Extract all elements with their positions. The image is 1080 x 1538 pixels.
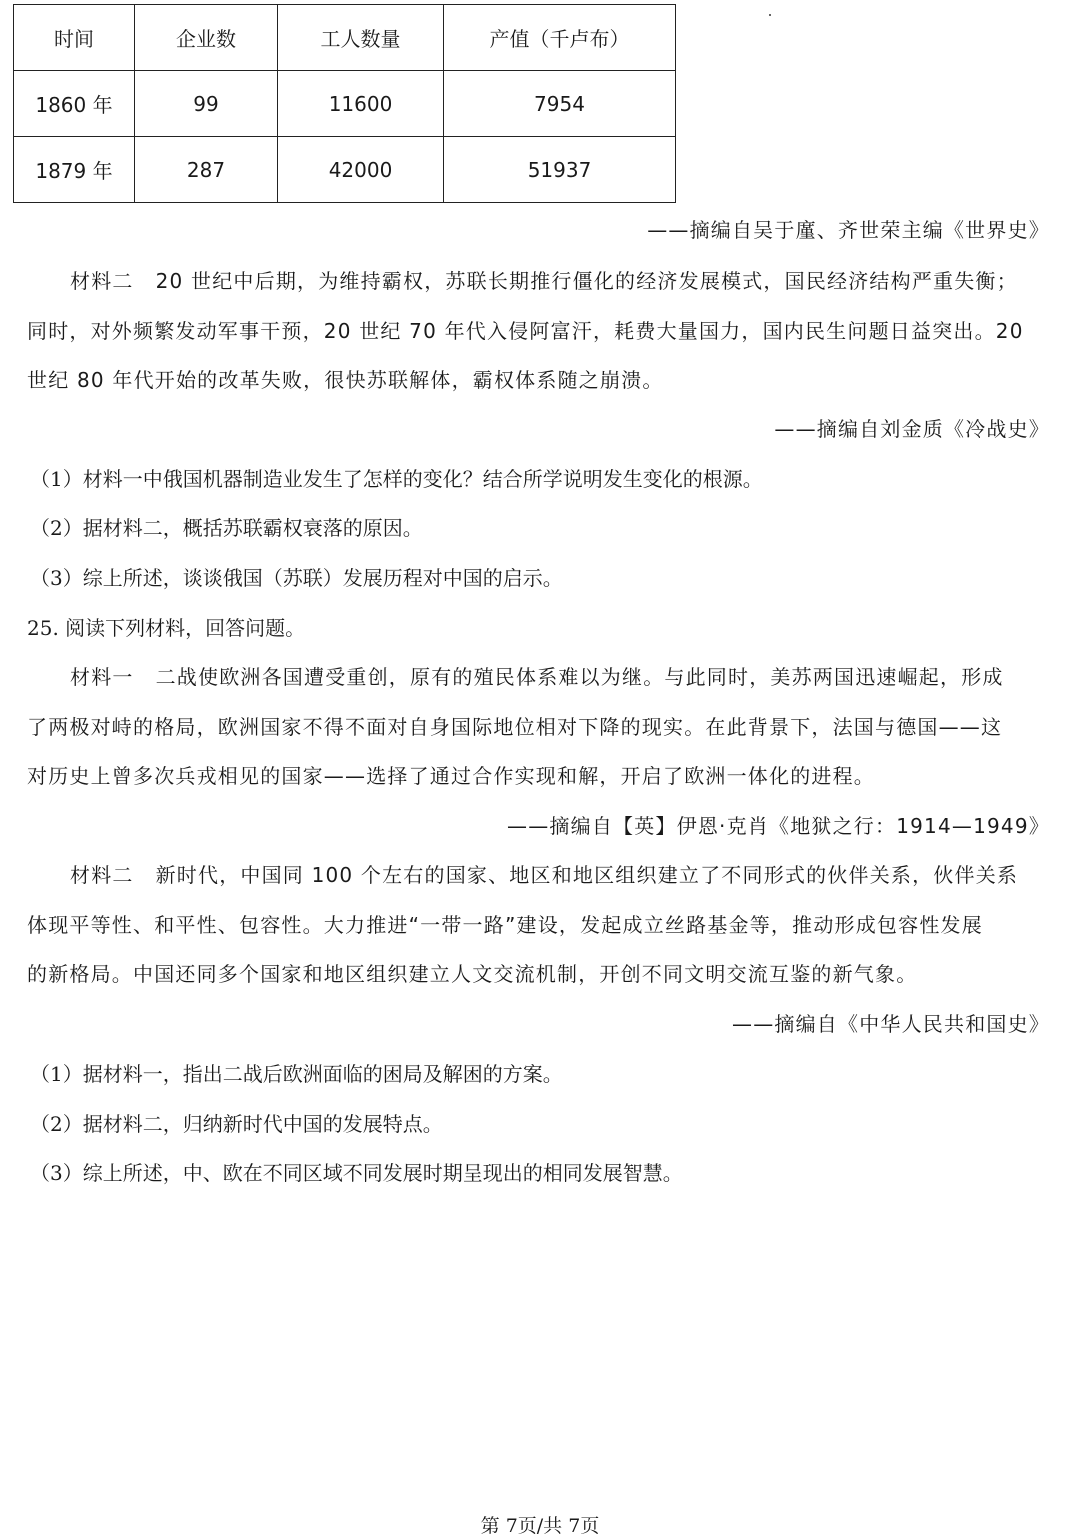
stray-mark	[769, 14, 771, 16]
table-header-cell: 时间	[14, 5, 135, 71]
material-paragraph-line	[70, 267, 1050, 295]
material-paragraph-line	[70, 861, 1050, 889]
source-citation: ——摘编自《中华人民共和国史》	[732, 1012, 1050, 1036]
table-row	[14, 137, 676, 203]
table-cell: 51937	[444, 137, 676, 203]
question-item: （2）据材料二，归纳新时代中国的发展特点。	[30, 1112, 443, 1136]
table-header-cell: 企业数	[135, 5, 278, 71]
question-item: （1）材料一中俄国机器制造业发生了怎样的变化？结合所学说明发生变化的根源。	[30, 467, 763, 491]
question-item: （1）据材料一，指出二战后欧洲面临的困局及解困的方案。	[30, 1062, 563, 1086]
table-cell: 7954	[444, 71, 676, 137]
question-item: （3）综上所述，中、欧在不同区域不同发展时期呈现出的相同发展智慧。	[30, 1161, 683, 1185]
table-cell: 287	[135, 137, 278, 203]
material-paragraph-line: 的新格局。中国还同多个国家和地区组织建立人文交流机制，开创不同文明交流互鉴的新气象。	[27, 962, 918, 986]
material-paragraph-line: 同时，对外频繁发动军事干预，20 世纪 70 年代入侵阿富汗，耗费大量国力，国内民生问题日益突出。20	[27, 319, 1024, 343]
material-paragraph-line: 体现平等性、和平性、包容性。大力推进“一带一路”建设，发起成立丝路基金等，推动形成包容性发展	[27, 913, 983, 937]
question-item: （3）综上所述，谈谈俄国（苏联）发展历程对中国的启示。	[30, 566, 563, 590]
table-cell: 1860 年	[14, 71, 135, 137]
material-paragraph-line: 了两极对峙的格局，欧洲国家不得不面对自身国际地位相对下降的现实。在此背景下，法国与德国——这	[27, 715, 1003, 739]
table-header-row	[14, 5, 676, 71]
table-header-cell: 工人数量	[278, 5, 444, 71]
table-header-cell: 产值（千卢布）	[444, 5, 676, 71]
table-cell: 11600	[278, 71, 444, 137]
material-paragraph-line: 世纪 80 年代开始的改革失败，很快苏联解体，霸权体系随之崩溃。	[27, 368, 664, 392]
table-cell: 1879 年	[14, 137, 135, 203]
source-citation: ——摘编自刘金质《冷战史》	[774, 417, 1050, 441]
table-row	[14, 71, 676, 137]
material-paragraph-line: 对历史上曾多次兵戎相见的国家——选择了通过合作实现和解，开启了欧洲一体化的进程。	[27, 764, 875, 788]
question-title: 25. 阅读下列材料，回答问题。	[27, 616, 306, 640]
material-text: 新时代，中国同 100 个左右的国家、地区和地区组织建立了不同形式的伙伴关系，伙伴关系	[155, 863, 1019, 887]
material-text: 二战使欧洲各国遭受重创，原有的殖民体系难以为继。与此同时，美苏两国迅速崛起，形成	[155, 665, 1004, 689]
question-item: （2）据材料二，概括苏联霸权衰落的原因。	[30, 516, 423, 540]
material-label: 材料一	[70, 665, 134, 689]
source-citation: ——摘编自【英】伊恩·克肖《地狱之行：1914—1949》	[507, 814, 1050, 838]
material-text: 20 世纪中后期，为维持霸权，苏联长期推行僵化的经济发展模式，国民经济结构严重失衡；	[155, 269, 1018, 293]
material-label: 材料二	[70, 863, 134, 887]
page-number-footer: 第 7页/共 7页	[480, 1515, 600, 1537]
table-cell: 42000	[278, 137, 444, 203]
source-citation: ——摘编自吴于廑、齐世荣主编《世界史》	[647, 218, 1050, 242]
material-label: 材料二	[70, 269, 134, 293]
table-cell: 99	[135, 71, 278, 137]
material-paragraph-line	[70, 663, 1050, 691]
machine-industry-table	[13, 4, 676, 203]
